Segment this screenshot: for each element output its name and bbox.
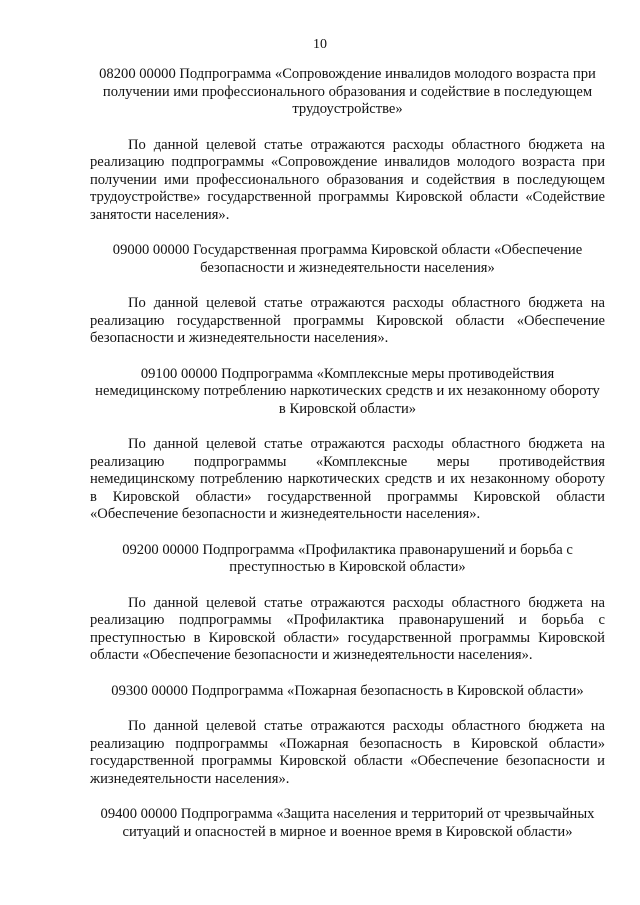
- section-heading-09200: 09200 00000 Подпрограмма «Профилактика правонарушений и борьба с преступностью в Кировской области»: [122, 541, 573, 575]
- section-heading-09300: 09300 00000 Подпрограмма «Пожарная безопасность в Кировской области»: [111, 682, 584, 699]
- section-heading-09400: 09400 00000 Подпрограмма «Защита населения и территорий от чрезвычайных ситуаций и опасностей в мирное и военное время в Кировской области»: [100, 806, 595, 840]
- section-heading-09100: 09100 00000 Подпрограмма «Комплексные меры противодействия немедицинскому потреблению наркотических средств и их незаконному обороту в Кировской области»: [95, 365, 600, 417]
- section-heading-08200: 08200 00000 Подпрограмма «Сопровождение инвалидов молодого возраста при получении ими профессионального образования и содействие в последующем трудоустройстве»: [99, 66, 596, 117]
- section-text-09200: По данной целевой статье отражаются расходы областного бюджета на реализацию подпрограммы «Профилактика правонарушений и борьба с преступностью в Кировской области» государственной программы Кировской области «Обеспечение безопасности и жизнедеятельности населения».: [90, 594, 605, 663]
- section-text-09100: По данной целевой статье отражаются расходы областного бюджета на реализацию подпрограммы «Комплексные меры противодействия немедицинскому потреблению наркотических средств и их незаконному обороту в Кировской области» государственной программы Кировской области «Обеспечение безопасности и жизнедеятельности населения».: [90, 436, 605, 522]
- section-heading-09000: 09000 00000 Государственная программа Кировской области «Обеспечение безопасности и жизнедеятельности населения»: [112, 242, 583, 276]
- document-body: [90, 66, 605, 841]
- page-number: 10: [313, 37, 327, 52]
- section-text-09300: По данной целевой статье отражаются расходы областного бюджета на реализацию подпрограммы «Пожарная безопасность в Кировской области» государственной программы Кировской области «Обеспечение безопасности и жизнедеятельности населения».: [90, 718, 605, 787]
- section-text-09000: По данной целевой статье отражаются расходы областного бюджета на реализацию государственной программы Кировской области «Обеспечение безопасности и жизнедеятельности населения».: [90, 295, 605, 346]
- section-text-08200: По данной целевой статье отражаются расходы областного бюджета на реализацию подпрограммы «Сопровождение инвалидов молодого возраста при получении ими профессионального образования и содействия в последующем трудоустройстве» государственной программы Кировской области «Содействие занятости населения».: [90, 136, 605, 223]
